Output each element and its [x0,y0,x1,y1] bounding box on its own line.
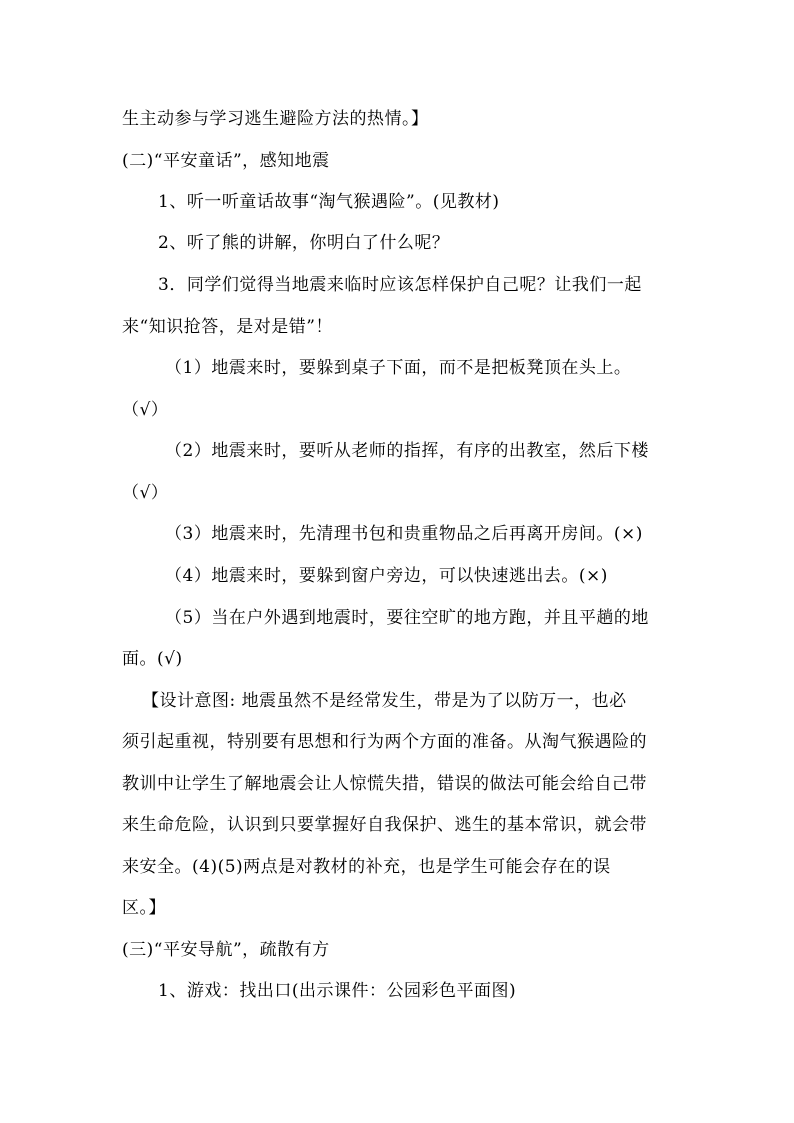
quiz-item-4: （4）地震来时，要躲到窗户旁边，可以快速逃出去。(×) [165,566,608,586]
text-line-1: 生主动参与学习逃生避险方法的热情。】 [122,109,429,129]
section-heading-2: (二)“平安童话”，感知地震 [122,151,330,171]
design-intent-line-6: 区。】 [122,898,166,918]
text-line-4: 2、听了熊的讲解，你明白了什么呢？ [158,233,450,253]
design-intent-line-5: 来安全。(4)(5)两点是对教材的补充，也是学生可能会存在的误 [122,857,611,877]
quiz-answer-5: 面。(√) [122,649,183,669]
text-line-6: 来“知识抢答，是对是错”！ [122,317,333,337]
design-intent-line-1: 【设计意图: 地震虽然不是经常发生，带是为了以防万一，也必 [142,691,627,711]
text-line-game: 1、游戏：找出口(出示课件：公园彩色平面图) [158,981,517,1001]
quiz-answer-2: （√） [122,483,169,503]
design-intent-line-4: 来生命危险，认识到只要掌握好自我保护、逃生的基本常识，就会带 [122,815,647,835]
section-heading-3: (三)“平安导航”，疏散有方 [122,940,330,960]
design-intent-line-3: 教训中让学生了解地震会让人惊慌失措，错误的做法可能会给自己带 [122,774,647,794]
text-line-5: 3．同学们觉得当地震来临时应该怎样保护自己呢？让我们一起 [158,275,642,295]
text-line-3: 1、听一听童话故事“淘气猴遇险”。(见教材) [158,192,500,212]
quiz-item-2: （2）地震来时，要听从老师的指挥，有序的出教室，然后下楼 [165,441,649,461]
design-intent-line-2: 须引起重视，特别要有思想和行为两个方面的准备。从淘气猴遇险的 [122,732,647,752]
quiz-item-3: （3）地震来时，先清理书包和贵重物品之后再离开房间。(×) [165,524,643,544]
quiz-item-5: （5）当在户外遇到地震时，要往空旷的地方跑，并且平趟的地 [165,608,649,628]
quiz-answer-1: （√） [122,400,169,420]
quiz-item-1: （1）地震来时，要躲到桌子下面，而不是把板凳顶在头上。 [165,358,632,378]
